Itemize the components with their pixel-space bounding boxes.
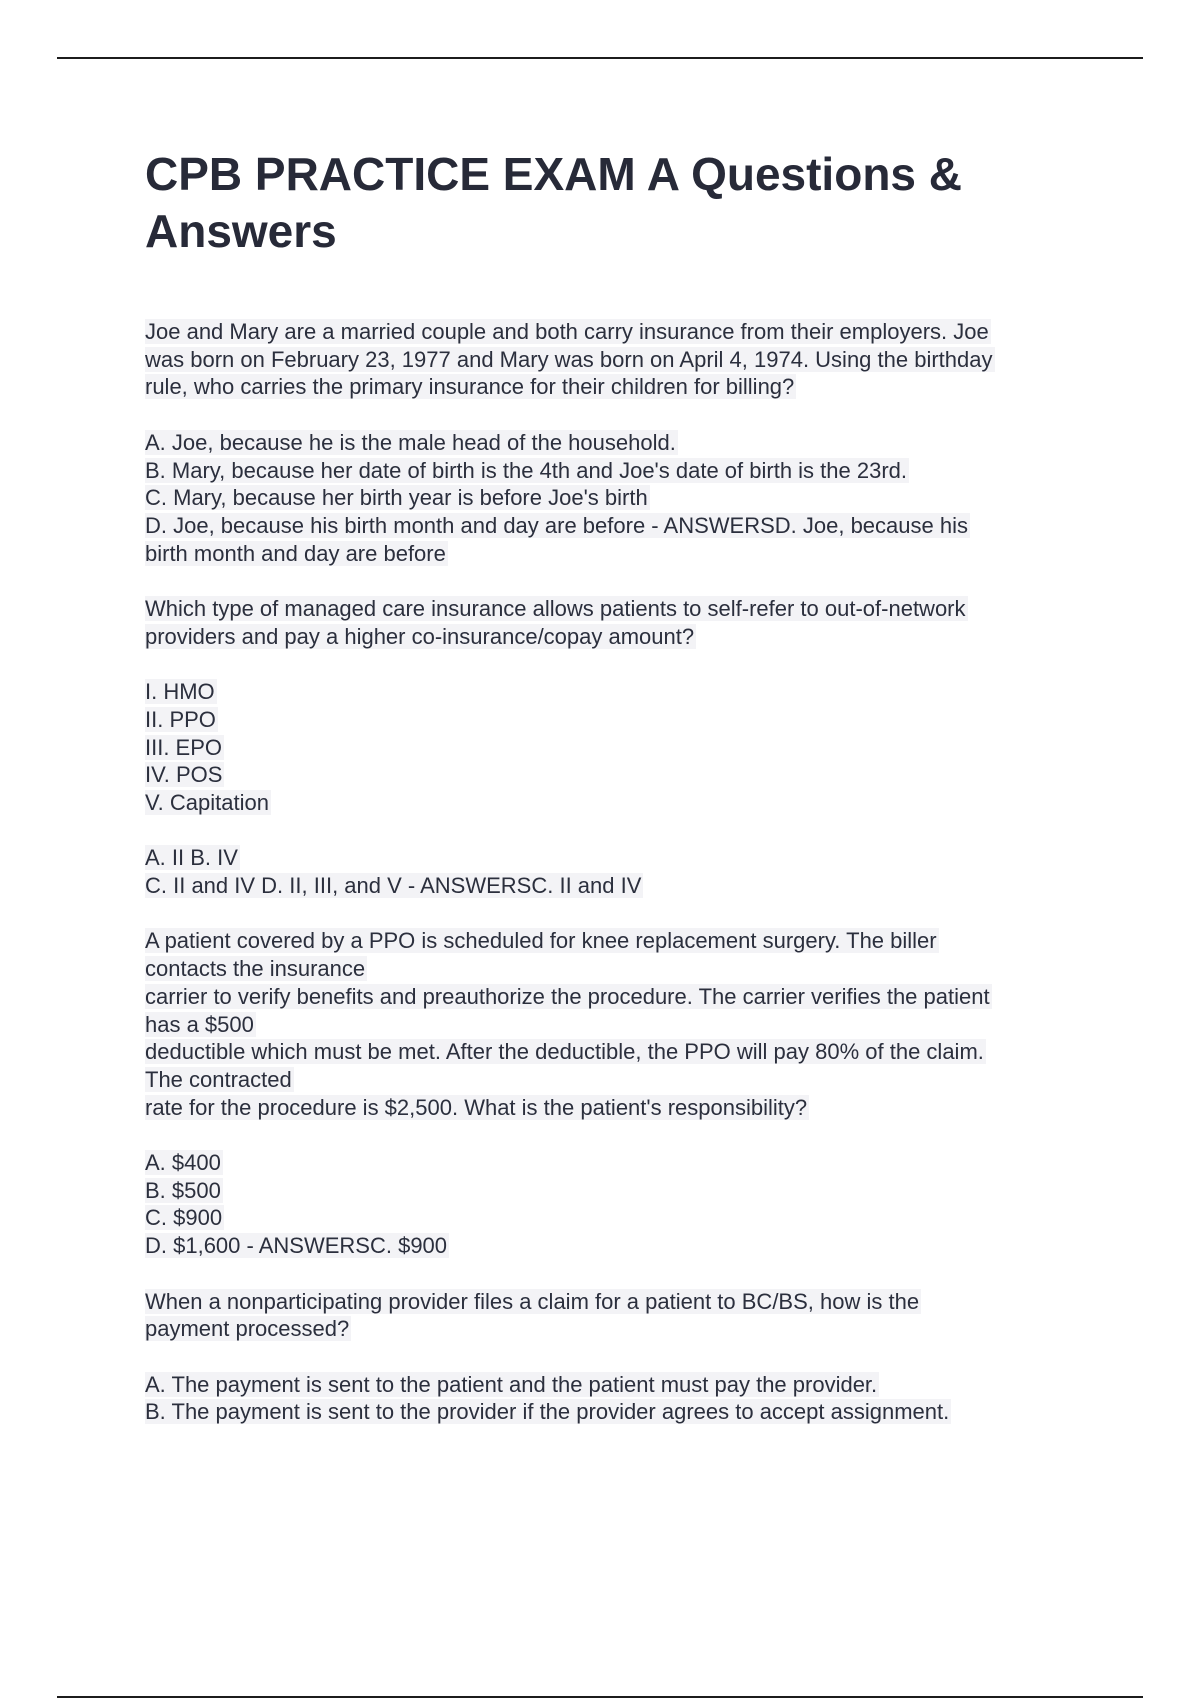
text-line: II. PPO bbox=[145, 706, 216, 732]
text-line: D. Joe, because his birth month and day are before - ANSWERSD. Joe, because his bbox=[145, 512, 968, 538]
title-line: CPB PRACTICE EXAM A Questions & bbox=[145, 148, 962, 200]
text-line: birth month and day are before bbox=[145, 540, 446, 566]
question-paragraph bbox=[145, 1288, 1085, 1343]
answer-options bbox=[145, 844, 1085, 899]
text-line: A. II B. IV bbox=[145, 845, 238, 871]
text-line: deductible which must be met. After the deductible, the PPO will pay 80% of the claim. bbox=[145, 1039, 984, 1065]
document-content bbox=[145, 146, 1085, 1426]
answer-options bbox=[145, 429, 1085, 568]
paragraph-gap bbox=[145, 1343, 1085, 1371]
question-paragraph bbox=[145, 318, 1085, 401]
text-line: rate for the procedure is $2,500. What is the patient's responsibility? bbox=[145, 1094, 808, 1120]
document-title bbox=[145, 146, 1085, 260]
question-paragraph bbox=[145, 927, 1085, 1121]
bottom-rule bbox=[57, 1696, 1143, 1698]
text-line: contacts the insurance bbox=[145, 956, 366, 982]
text-line: I. HMO bbox=[145, 679, 215, 705]
answer-options bbox=[145, 1371, 1085, 1426]
paragraph-gap bbox=[145, 900, 1085, 928]
title-line: Answers bbox=[145, 205, 337, 257]
text-line: has a $500 bbox=[145, 1011, 254, 1037]
text-line: providers and pay a higher co-insurance/copay amount? bbox=[145, 623, 695, 649]
text-line: C. II and IV D. II, III, and V - ANSWERSC. II and IV bbox=[145, 873, 642, 898]
text-line: When a nonparticipating provider files a claim for a patient to BC/BS, how is the bbox=[145, 1288, 920, 1314]
paragraph-gap bbox=[145, 817, 1085, 845]
text-line: payment processed? bbox=[145, 1316, 350, 1342]
text-line: was born on February 23, 1977 and Mary was born on April 4, 1974. Using the birthday bbox=[145, 346, 993, 372]
text-line: Joe and Mary are a married couple and both carry insurance from their employers. Joe bbox=[145, 319, 989, 344]
text-line: A. $400 bbox=[145, 1150, 221, 1175]
numbered-list bbox=[145, 678, 1085, 817]
text-line: B. The payment is sent to the provider if the provider agrees to accept assignment. bbox=[145, 1399, 950, 1425]
text-line: D. $1,600 - ANSWERSC. $900 bbox=[145, 1233, 448, 1259]
paragraph-gap bbox=[145, 1121, 1085, 1149]
text-line: The contracted bbox=[145, 1066, 292, 1092]
top-rule bbox=[57, 57, 1143, 59]
text-line: C. Mary, because her birth year is before Joe's birth bbox=[145, 485, 648, 511]
paragraph-gap bbox=[145, 1260, 1085, 1288]
text-line: B. $500 bbox=[145, 1177, 221, 1203]
text-line: carrier to verify benefits and preauthorize the procedure. The carrier verifies the patient bbox=[145, 983, 990, 1009]
text-line: A. The payment is sent to the patient and the patient must pay the provider. bbox=[145, 1371, 878, 1397]
question-paragraph bbox=[145, 595, 1085, 650]
text-line: C. $900 bbox=[145, 1205, 223, 1231]
text-line: V. Capitation bbox=[145, 789, 269, 815]
text-line: B. Mary, because her date of birth is the 4th and Joe's date of birth is the 23rd. bbox=[145, 457, 908, 483]
text-line: A patient covered by a PPO is scheduled for knee replacement surgery. The biller bbox=[145, 928, 937, 954]
text-line: A. Joe, because he is the male head of the household. bbox=[145, 429, 676, 455]
text-line: rule, who carries the primary insurance for their children for billing? bbox=[145, 374, 795, 400]
paragraph-gap bbox=[145, 567, 1085, 595]
paragraph-gap bbox=[145, 401, 1085, 429]
text-line: Which type of managed care insurance allows patients to self-refer to out-of-network bbox=[145, 596, 966, 621]
document-body bbox=[145, 318, 1085, 1426]
paragraph-gap bbox=[145, 650, 1085, 678]
text-line: III. EPO bbox=[145, 734, 223, 760]
answer-options bbox=[145, 1149, 1085, 1260]
text-line: IV. POS bbox=[145, 762, 223, 788]
